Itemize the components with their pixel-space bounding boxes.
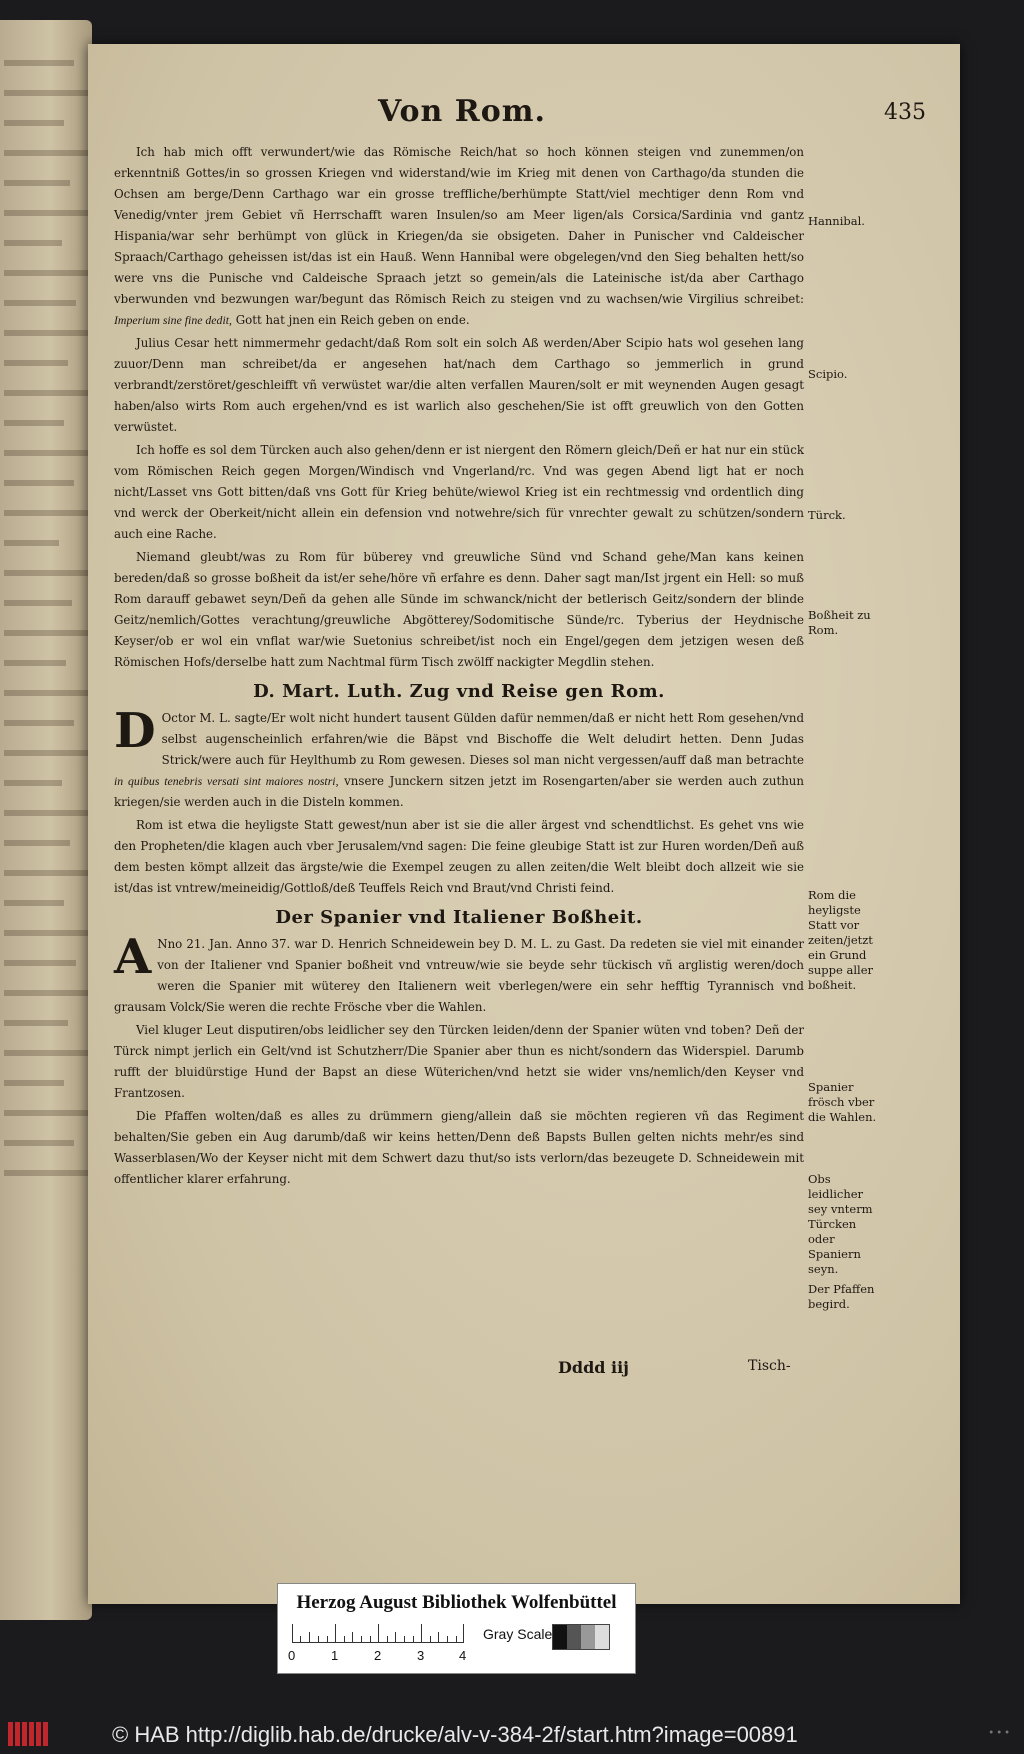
- gray-swatch: [567, 1625, 581, 1649]
- ghost-text-line: [4, 1140, 74, 1146]
- ruler-number: 1: [331, 1648, 339, 1663]
- ghost-text-line: [4, 570, 88, 576]
- ghost-text-line: [4, 540, 59, 546]
- page-number: 435: [884, 100, 926, 125]
- ghost-text-line: [4, 150, 88, 156]
- scale-ruler: [292, 1624, 464, 1643]
- ruler-tick: [361, 1636, 362, 1642]
- ruler-tick: [430, 1636, 431, 1642]
- ruler-number: 4: [459, 1648, 467, 1663]
- ruler-number: 3: [417, 1648, 425, 1663]
- paragraph: [114, 142, 804, 331]
- section-title: D. Mart. Luth. Zug vnd Reise gen Rom.: [253, 681, 665, 702]
- ruler-tick: [413, 1636, 414, 1642]
- ruler-tick: [292, 1624, 293, 1642]
- ghost-text-line: [4, 210, 88, 216]
- running-head: Von Rom.: [378, 94, 546, 129]
- paragraph: Niemand gleubt/was zu Rom für büberey vnd greuwliche Sünd vnd Schand gehe/Man kans keinen bereden/daß so grosse boßheit da ist/er sehe/höre vñ erfahre es denn. Daher sagt man/Ist jrgent ein Hell: so muß Rom darauff gebawet seyn/Deñ da gehen alle Sünde im schwanck/nicht der betlerisch Geitz/sondern der blinde Geitz/nemlich/Gottes verachtung/greuwliche Abgötterey/Sodomitische Sünde/rc. Tyberius der Heydnische Keyser/ob er wol ein vnflat war/wie Suetonius schreibet/ist noch ein Engel/gegen dem jetzigen wesen deß Römischen Hofs/derselbe hatt zum Nachtmal fürm Tisch zwölff nackigter Megdlin stehen.: [114, 550, 804, 669]
- ruler-tick: [395, 1632, 396, 1642]
- ghost-text-line: [4, 480, 74, 486]
- gray-swatches: [552, 1624, 610, 1650]
- ruler-tick: [335, 1624, 336, 1642]
- ghost-text-line: [4, 780, 62, 786]
- ghost-text-line: [4, 60, 74, 66]
- left-page-edge: [0, 20, 92, 1620]
- paragraph-text: Gott hat jnen ein Reich geben on ende.: [235, 313, 470, 327]
- ghost-text-line: [4, 630, 88, 636]
- page-header: [88, 94, 960, 144]
- paragraph-text: Octor M. L. sagte/Er wolt nicht hundert tausent Gülden dafür nemmen/daß er nicht hett Rom gesehen/vnd selbst augenscheinlich erfahren/wie die Bäpst vnd Bischoffe die Welt deludirt hetten. Denn Judas Strick/were auch für Heylthumb zu Rom gewesen. Dieses sol man nicht vergessen/auff daß man betrachte: [161, 711, 804, 767]
- ghost-text-line: [4, 840, 70, 846]
- ruler-tick: [300, 1636, 301, 1642]
- printer-signature: Dddd iij: [558, 1358, 629, 1377]
- gray-swatch: [595, 1625, 609, 1649]
- ghost-text-line: [4, 450, 88, 456]
- paragraph: [114, 929, 804, 1018]
- margin-note: Türck.: [808, 508, 846, 522]
- ruler-tick: [309, 1632, 310, 1642]
- gray-swatch: [553, 1625, 567, 1649]
- section-title: Der Spanier vnd Italiener Boßheit.: [275, 907, 643, 928]
- ghost-text-line: [4, 360, 68, 366]
- ghost-text-line: [4, 1050, 88, 1056]
- gray-scale-label: Gray Scale: [483, 1626, 553, 1642]
- gray-swatch: [581, 1625, 595, 1649]
- paragraph: Rom ist etwa die heyligste Statt gewest/nun aber ist sie die aller ärgest vnd schendtlichst. Es gehet vns wie den Propheten/die klagen auch vber Jerusalem/vnd sagen: Die feine gleubige Statt ist zur Huren worden/Deñ auß dem besten kömpt allzeit das ärgste/wie die Exempel zeugen zu allen zeiten/die Welt bleibt doch allzeit wie sie ist/das ist vntrew/meineidig/Gottloß/deß Teuffels Reich vnd Braut/vnd Christi feind.: [114, 818, 804, 895]
- ghost-text-line: [4, 750, 88, 756]
- ghost-text-line: [4, 240, 62, 246]
- ghost-text-line: [4, 960, 76, 966]
- library-name: Herzog August Bibliothek Wolfenbüttel: [296, 1592, 617, 1613]
- paragraph: Viel kluger Leut disputiren/obs leidlicher sey den Türcken leiden/denn der Spanier wüten vnd toben? Deñ der Türck nimpt jerlich ein Gelt/vnd ist Schutzherr/Die Spanier aber thun es nicht/sondern das Widerspiel. Darumb rufft der bluidürstige Hund der Bapst an diese Wüterichen/vnd hetzt sie wider vns/nemlich/den Keyser vnd Frantzosen.: [114, 1023, 804, 1100]
- ruler-numbers: [288, 1648, 478, 1666]
- ghost-text-line: [4, 270, 88, 276]
- drop-cap: D: [114, 703, 156, 759]
- paragraph-text: vnsere Junckern sitzen jetzt im Rosengarten/aber sie werden auch zuthun kriegen/sie werden auch in die Disteln kommen.: [114, 774, 804, 809]
- ruler-tick: [404, 1636, 405, 1642]
- ghost-text-line: [4, 120, 64, 126]
- margin-note: Spanier frösch vber die Wahlen.: [808, 1080, 877, 1124]
- latin-quote: in quibus tenebris versati sint maiores nostri,: [114, 774, 339, 788]
- ghost-text-line: [4, 810, 88, 816]
- main-text: [114, 142, 804, 1192]
- status-bar: [0, 1714, 1024, 1754]
- ghost-text-line: [4, 900, 64, 906]
- paragraph: [114, 703, 804, 813]
- hab-logo-icon: [8, 1722, 48, 1746]
- ghost-text-line: [4, 660, 66, 666]
- dots-icon: •••: [988, 1728, 1012, 1739]
- ghost-text-line: [4, 870, 88, 876]
- ghost-text-line: [4, 390, 88, 396]
- ghost-text-line: [4, 930, 88, 936]
- margin-note: Scipio.: [808, 367, 848, 381]
- ghost-text-line: [4, 720, 74, 726]
- ghost-text-line: [4, 90, 88, 96]
- paragraph: Julius Cesar hett nimmermehr gedacht/daß Rom solt ein solch Aß werden/Aber Scipio hats wol gesehen lang zuuor/Denn man schreibet/da er angesehen hat/nach dem Carthago so jemmerlich in grund verbrandt/zerstöret/geschleifft vñ verwüstet war/die alten verfallen Mauren/solt er mit weynenden Augen gesagt haben/also wirts Rom auch ergehen/vnd es ist warlich also geschehen/Sie ist offt greuwlich von den Gotten verwüstet.: [114, 336, 804, 434]
- margin-note: Obs leidlicher sey vnterm Türcken oder Spaniern seyn.: [808, 1172, 873, 1276]
- ghost-text-line: [4, 510, 88, 516]
- ruler-tick: [456, 1636, 457, 1642]
- latin-quote: Imperium sine fine dedit,: [114, 313, 232, 327]
- ghost-text-line: [4, 1020, 68, 1026]
- ruler-tick: [378, 1624, 379, 1642]
- paragraph: Die Pfaffen wolten/daß es alles zu drümmern gieng/allein daß sie möchten regieren vñ das Regiment behalten/Sie geben ein Aug darumb/daß wir keins hetten/Denn deß Bapsts Bullen gelten nichts mehr/es sind Wasserblasen/Wo der Keyser nicht mit dem Schwert dazu thut/so ists verlorn/das bezeugete D. Schneidewein mit offentlicher klarer erfahrung.: [114, 1109, 804, 1186]
- ghost-text-line: [4, 600, 72, 606]
- ghost-text-line: [4, 990, 88, 996]
- ghost-text-line: [4, 1080, 64, 1086]
- page-footer: [88, 1358, 960, 1388]
- paragraph: Ich hoffe es sol dem Türcken auch also gehen/denn er ist niergent den Römern gleich/Deñ er hat nur ein stück vom Römischen Reich gegen Morgen/Windisch vnd Vngerland/rc. Vnd was gegen Abend ligt hat er noch nicht/Lasset vns Gott bitten/daß vns Gott für Krieg behüte/wiewol Krieg ist ein rechtmessig vnd ordentlich ding vnd werck der Oberkeit/nicht allein ein defension vnd notwehre/sich für vnrechter gewalt zu schützen/sondern auch eine Rache.: [114, 443, 804, 541]
- ruler-tick: [344, 1636, 345, 1642]
- ruler-tick: [370, 1636, 371, 1642]
- book-page: [88, 44, 960, 1604]
- ruler-tick: [387, 1636, 388, 1642]
- margin-note: Rom die heyligste Statt vor zeiten/jetzt ein Grund suppe aller boßheit.: [808, 888, 874, 992]
- catchword: Tisch-: [748, 1358, 791, 1374]
- ghost-text-line: [4, 420, 64, 426]
- ruler-tick: [421, 1624, 422, 1642]
- ghost-text-line: [4, 1170, 88, 1176]
- margin-note: Boßheit zu Rom.: [808, 608, 871, 637]
- drop-cap: A: [114, 929, 152, 985]
- source-url-text: © HAB http://diglib.hab.de/drucke/alv-v-384-2f/start.htm?image=00891: [112, 1722, 798, 1747]
- ghost-text-line: [4, 690, 88, 696]
- ghost-text-line: [4, 300, 76, 306]
- ruler-tick: [318, 1636, 319, 1642]
- margin-note: Der Pfaffen begird.: [808, 1282, 875, 1311]
- ghost-text-line: [4, 330, 88, 336]
- paragraph-text: Nno 21. Jan. Anno 37. war D. Henrich Schneidewein bey D. M. L. zu Gast. Da redeten sie viel mit einander von der Italiener vnd Spanier boßheit vnd vntreuw/wie sie beyde sehr tückisch vñ arglistig weren/doch weren die Spanier mit wüterey den Italienern weit vberlegen/were ein sehr hefftig Tyrannisch vnd grausam Volck/Sie weren die rechte Frösche vber die Wahlen.: [114, 937, 804, 1014]
- ruler-tick: [438, 1632, 439, 1642]
- paragraph-text: Ich hab mich offt verwundert/wie das Römische Reich/hat so hoch können steigen vnd zunemmen/on erkenntniß Gottes/in so grossen Kriegen vnd widerstand/wie im Krieg mit denen von Carthago/da stunden die Ochsen am berge/Denn Carthago war ein grosse treffliche/berhümpte Statt/viel mechtiger denn Rom vnd Venedig/vnter jrem Gebiet vñ Herrschafft waren Insulen/so am Meer ligen/als Corsica/Sardinia vnd gantz Hispania/war sehr berhümpt von glück in Kriegen/da sie obsigeten. Daher in Punischer vnd Caldeischer Spraach/Carthago geheissen ist/das ist ein Hauß. Wenn Hannibal were obgelegen/vnd den Sieg behalten hett/so were vns die Punische vnd Caldeische Spraach jetzt so gemein/als die Lateinische ist/da aber Carthago vberwunden vnd bezwungen war/begunt das Römisch Reich zu steigen vnd zu wachsen/wie Virgilius schreibet:: [114, 145, 804, 306]
- ghost-text-line: [4, 180, 70, 186]
- ruler-tick: [327, 1636, 328, 1642]
- ruler-tick: [463, 1624, 464, 1642]
- ghost-text-line: [4, 1110, 88, 1116]
- color-reference-card: [277, 1583, 636, 1674]
- ruler-tick: [447, 1636, 448, 1642]
- ruler-tick: [352, 1632, 353, 1642]
- margin-note: Hannibal.: [808, 214, 865, 228]
- ruler-number: 2: [374, 1648, 382, 1663]
- ruler-number: 0: [288, 1648, 296, 1663]
